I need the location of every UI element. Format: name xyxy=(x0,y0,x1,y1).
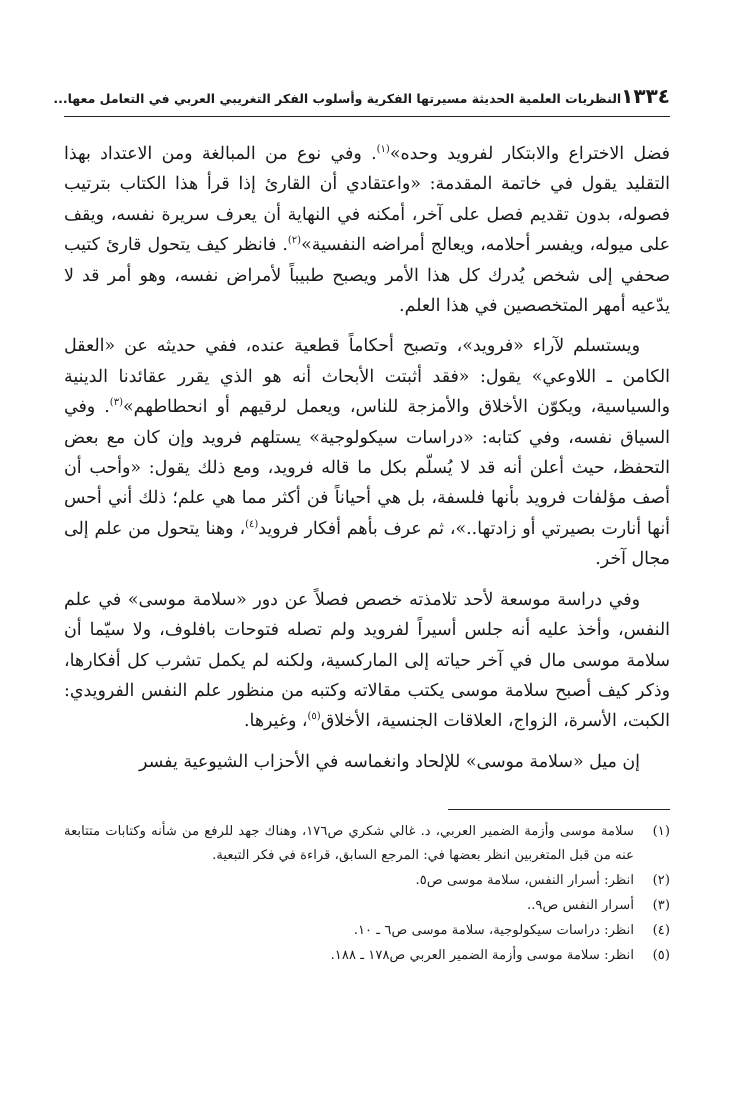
paragraph-1 xyxy=(64,139,670,321)
footnote-number: (٣) xyxy=(652,898,670,914)
paragraph-text: وفي دراسة موسعة لأحد تلامذته خصص فصلاً عن دور «سلامة موسى» في علم النفس، وأخذ عليه أنه جلس أسيراً لفرويد ولم تصله فتوحات بافلوف، ولا سيّما أن سلامة موسى مال في آخر حياته إلى الماركسية، ولكنه لم يكمل تشرب كل أفكارها، وذكر كيف أصبح سلامة موسى يكتب مقالاته وكتبه من منظور علم النفس الفرويدي: الكبت، الأسرة، الزواج، العلاقات الجنسية، الأخلاق xyxy=(64,589,670,732)
footnote-number: (٥) xyxy=(652,948,670,964)
paragraph-text: ، وهنا يتحول من علم إلى مجال آخر. xyxy=(64,518,670,570)
footnote-number: (٤) xyxy=(652,923,670,939)
footnote-item xyxy=(64,919,670,943)
paragraph-text: فضل الاختراع والابتكار لفرويد وحده» xyxy=(389,144,670,164)
footnotes xyxy=(64,820,670,968)
paragraph-text: إن ميل «سلامة موسى» للإلحاد وانغماسه في الأحزاب الشيوعية يفسر xyxy=(139,751,640,772)
footnote-marker: (٢) xyxy=(287,235,302,247)
paragraph-text: . وفي السياق نفسه، وفي كتابه: «دراسات سيكولوجية» يستلهم فرويد وإن كان مع بعض التحفظ، حيث أعلن أنه قد لا يُسلّم بكل ما قاله فرويد، ومع ذلك يقول: «وأحب أن أصف مؤلفات فرويد بأنها فلسفة، بل هي أحياناً فن أكثر مما هي علم؛ ذلك أني أحس أنها أنارت بصيرتي أو زادتها..»، ثم عرف بأهم أفكار فرويد xyxy=(64,397,670,539)
paragraph-text: ويستسلم لآراء «فرويد»، وتصبح أحكاماً قطعية عنده، ففي حديثه عن «العقل الكامن ـ اللاوعي» يقول: «فقد أثبتت الأبحاث أنه هو الذي يقرر عقائدنا الدينية والسياسية، ويكوّن الأخلاق والأمزجة للناس، ويعمل لرقيهم أو انحطاطهم» xyxy=(64,336,670,418)
footnote-item xyxy=(64,869,670,893)
paragraph-3 xyxy=(64,585,670,737)
footnote-text: أسرار النفس ص٩.. xyxy=(527,898,634,914)
running-header xyxy=(53,84,670,117)
paragraph-2 xyxy=(64,331,670,574)
book-page xyxy=(53,84,670,968)
footnote-text: انظر: دراسات سيكولوجية، سلامة موسى ص٦ ـ ١٠. xyxy=(353,923,634,939)
paragraph-text: ، وغيرها. xyxy=(244,711,308,732)
footnote-text: انظر: سلامة موسى وأزمة الضمير العربي ص١٧٨ ـ ١٨٨. xyxy=(330,948,634,964)
footnote-item xyxy=(64,944,670,968)
footnote-divider xyxy=(448,809,670,810)
footnote-item xyxy=(64,820,670,868)
paragraph-text: . وفي نوع من المبالغة ومن الاعتداد بهذا التقليد يقول في خاتمة المقدمة: «واعتقادي أن القارئ إذا قرأ هذا الكتاب بترتيب فصوله، بدون تقديم فصل على آخر، أمكنه في النهاية أن يعرف سريرة نفسه، ويقف على ميوله، ويفسر أحلامه، ويعالج أمراضه النفسية» xyxy=(64,144,670,256)
footnote-item xyxy=(64,894,670,918)
footnote-text: انظر: أسرار النفس، سلامة موسى ص٥. xyxy=(415,873,634,889)
footnote-marker: (٤) xyxy=(245,519,259,531)
paragraph-4 xyxy=(64,747,670,777)
footnote-marker: (٥) xyxy=(307,711,321,723)
footnote-text: سلامة موسى وأزمة الضمير العربي، د. غالي شكري ص١٧٦، وهناك جهد للرفع من شأنه وكتابات متتابعة عنه من قبل المتغربين انظر بعضها في: المرجع السابق، قراءة في فكر التبعية. xyxy=(64,824,634,864)
footnote-marker: (٣) xyxy=(109,397,123,409)
running-title: النظريات العلمية الحديثة مسيرتها الفكرية وأسلوب الفكر التغريبي العربي في التعامل معها... xyxy=(53,91,622,106)
footnote-marker: (١) xyxy=(376,144,390,156)
footnote-number: (٢) xyxy=(652,873,670,889)
footnote-number: (١) xyxy=(652,824,670,840)
body-text xyxy=(64,139,670,777)
paragraph-text: . فانظر كيف يتحول قارئ كتيب صحفي إلى شخص يُدرك كل هذا الأمر ويصبح طبيباً لأمراض نفسه، وهو أمر قد لا يدّعيه أمهر المتخصصين في هذا العلم. xyxy=(64,235,670,317)
page-number: ١٣٣٤ xyxy=(621,84,670,108)
